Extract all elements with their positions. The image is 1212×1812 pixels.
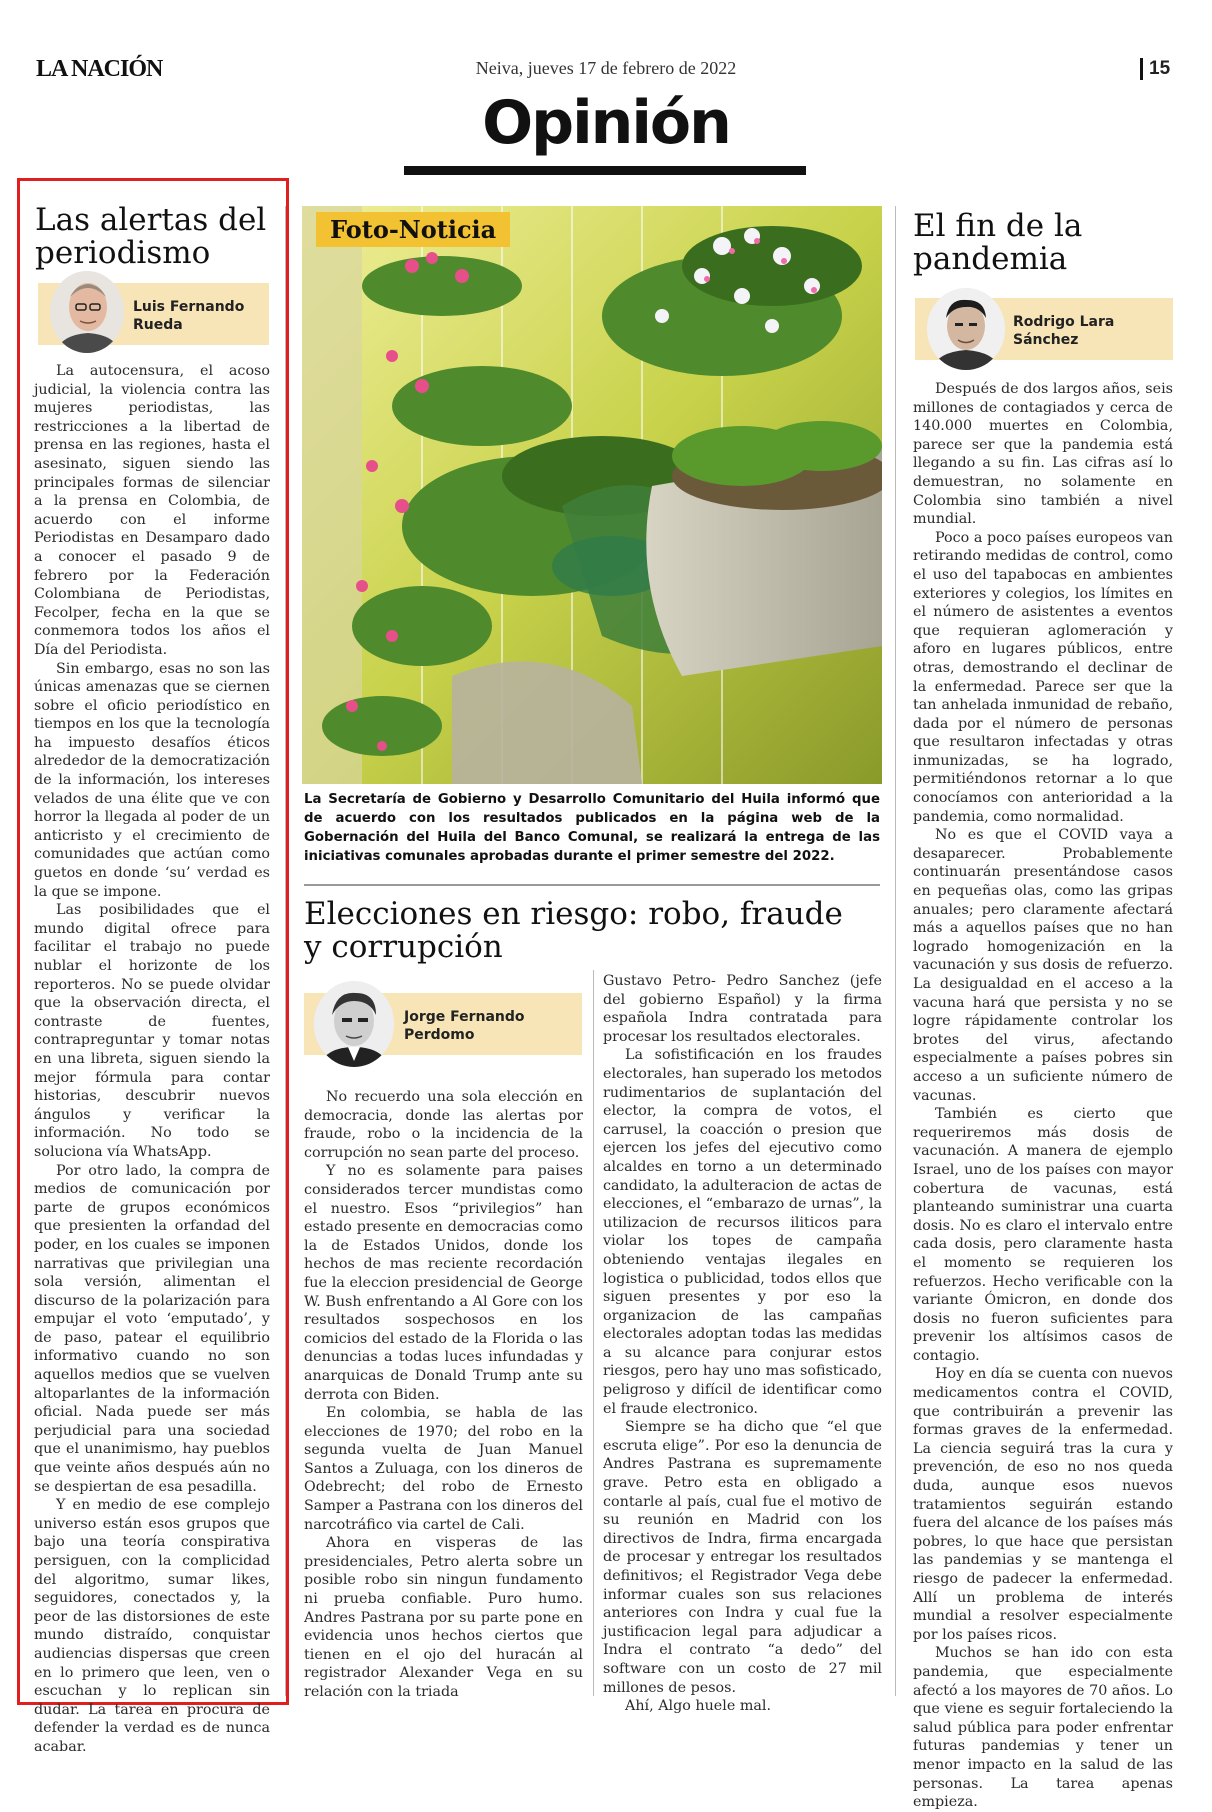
- newspaper-logo: LA NACIÓN: [36, 56, 163, 82]
- paragraph: En colombia, se habla de las elecciones de 1970; del robo en la segunda vuelta de Juan Manuel Santos a Zuluaga, con los dineros de Odebrecht; del robo de Ernesto Samper a Pastrana con los dineros del narcotráfico via cartel de Cali.: [304, 1405, 583, 1533]
- right-article-body: [913, 380, 1173, 1812]
- paragraph: Sin embargo, esas no son las únicas amenazas que se ciernen sobre el oficio periodístico en tiempos en los que la tecnología ha impuesto desafíos éticos alrededor de la democratización de la información, los intereses velados de una élite que ve con horror la llegada al poder de un anticristo y el crecimiento de comunidades que actúan como guetos en donde ‘su’ verdad es la que se impone.: [34, 660, 270, 900]
- paragraph: Ahora en visperas de las presidenciales, Petro alerta sobre un posible robo sin ningun fundamento ni prueba confiable. Puro humo. Andres Pastrana por su parte pone en evidencia unos hechos ciertos que tienen en el ojo del huracán al registrador Alexander Vega en su relación con la triada: [304, 1535, 583, 1700]
- plant-bottles-photo-icon: [302, 206, 882, 784]
- column-divider: [593, 970, 594, 1696]
- headline-line: pandemia: [913, 241, 1068, 277]
- paragraph: También es cierto que requeriremos más dosis de vacunación. A manera de ejemplo Israel, uno de los países con mayor cobertura de vacunas, está planteando suministrar una cuarta dosis. No es claro el intervalo entre cada dosis, pero claramente hasta el momento se requieren los refuerzos. Hecho verificable con la variante Ómicron, en donde dos dosis no fueron suficientes para prevenir los altísimos casos de contagio.: [913, 1106, 1173, 1364]
- news-photo: [302, 206, 882, 784]
- foto-noticia-label: Foto-Noticia: [316, 212, 510, 247]
- paragraph: Y no es solamente para paises considerados tercer mundistas como el nuestro. Esos “privilegios” han estado presente en democracias como la de Estados Unidos, donde los hechos de mas reciente recordación fue la eleccion presidencial de George W. Bush enfrentando a Al Gore con los resultados sospechosos en los comicios del estado de la Florida o las denuncias a todas luces infundadas y anarquicas de Donald Trump ante su derrota con Biden.: [304, 1163, 583, 1403]
- section-divider: [304, 884, 880, 886]
- author-avatar: [314, 981, 394, 1067]
- author-name-line: Sánchez: [1013, 332, 1079, 348]
- author-avatar: [50, 271, 124, 353]
- author-name-line: Rueda: [133, 317, 183, 333]
- author-name-line: Rodrigo Lara: [1013, 314, 1115, 330]
- issue-date: Neiva, jueves 17 de febrero de 2022: [475, 58, 737, 78]
- author-name-line: Luis Fernando: [133, 299, 245, 315]
- headline-line: El fin de la: [913, 208, 1083, 244]
- author-name: [1013, 313, 1114, 349]
- author-name-line: Jorge Fernando: [404, 1009, 525, 1025]
- portrait-icon: [314, 981, 394, 1067]
- column-divider: [895, 206, 896, 1696]
- page-number: 15: [1140, 58, 1170, 80]
- paragraph: Las posibilidades que el mundo digital ofrece para facilitar el trabajo no puede nublar el horizonte de los reporteros. No se puede olvidar que la observación directa, el contraste de fuentes, contrapreguntar y tomar notas en una libreta, siguen siendo la mejor fórmula para contar historias, descubrir nuevos ángulos y verificar la información. No todo se soluciona vía WhatsApp.: [34, 902, 270, 1160]
- paragraph: Siempre se ha dicho que “el que escruta elige”. Por eso la denuncia de Andres Pastrana es supremamente grave. Petro esta en obligado a contarle al país, cual fue el motivo de su reunión en Madrid con los directivos de Indra, firma encargada de procesar y entregar los resultados definitivos; el Registrador Vega debe informar cuales son sus relaciones anteriores con Indra y cual fue la justificacion legal para adjudicar a Indra el contrato “a dedo” del software con un costo de 27 mil millones de pesos.: [603, 1419, 882, 1696]
- paragraph: Gustavo Petro- Pedro Sanchez (jefe del gobierno Español) y la firma española Indra contratada para procesar los resultados electorales.: [603, 973, 882, 1045]
- paragraph: Y en medio de ese complejo universo están esos grupos que bajo una teoría conspirativa persiguen, con la complicidad del algoritmo, sumar likes, seguidores, conectados y, la peor de las distorsiones de este mundo distraído, conquistar audiencias dispersas que creen en lo primero que leen, ven o escuchan y lo replican sin dudar. La tarea en procura de defender la verdad es de nunca acabar.: [34, 1497, 270, 1755]
- left-article-headline: [35, 204, 285, 270]
- paragraph: Después de dos largos años, seis millones de contagiados y cerca de 140.000 muertes en Colombia, parece ser que la pandemia está llegando a su fin. Las cifras así lo demuestran, no solamente en Colombia sino también a nivel mundial.: [913, 381, 1173, 528]
- author-box: [304, 993, 582, 1055]
- portrait-icon: [927, 288, 1005, 370]
- paragraph: Poco a poco países europeos van retirando medidas de control, como el uso del tapabocas en ambientes exteriores y colegios, los límites en el número de asistentes a eventos que requieran aglomeración y aforo en lugares públicos, entre otras, demostrando el declinar de la enfermedad. Parece ser que la tan anhelada inmunidad de rebaño, dada por el número de personas que resultaron infectadas y otras inmunizadas, se ha logrado, permitiéndonos retornar a lo que conocíamos con anterioridad a la pandemia, como normalidad.: [913, 529, 1173, 825]
- left-article-body: [34, 362, 270, 1757]
- right-article-headline: [913, 210, 1173, 276]
- portrait-icon: [50, 271, 124, 353]
- author-avatar: [927, 288, 1005, 370]
- section-title-underline: [404, 166, 806, 175]
- headline-line: y corrupción: [304, 929, 503, 965]
- author-box: [38, 283, 269, 345]
- center-article-column-1: [304, 1088, 583, 1702]
- center-article-column-2: [603, 972, 882, 1716]
- paragraph: Ahí, Algo huele mal.: [625, 1698, 772, 1715]
- headline-line: Elecciones en riesgo: robo, fraude: [304, 896, 843, 932]
- paragraph: Muchos se han ido con esta pandemia, que especialmente afectó a los mayores de 70 años. Lo que viene es seguir fortaleciendo la salud pública para poder enfrentar futuras pandemias y tener un menor impacto en la salud de las personas. La tarea apenas empieza.: [913, 1645, 1173, 1811]
- author-box: [915, 298, 1173, 360]
- headline-line: periodismo: [35, 235, 211, 271]
- author-name: [133, 298, 244, 334]
- author-name-line: Perdomo: [404, 1027, 475, 1043]
- author-name: [404, 1008, 525, 1044]
- photo-caption: La Secretaría de Gobierno y Desarrollo Comunitario del Huila informó que de acuerdo con los resultados publicados en la página web de la Gobernación del Huila del Banco Comunal, se realizará la entrega de las iniciativas comunales aprobadas durante el primer semestre del 2022.: [304, 792, 880, 864]
- paragraph: Hoy en día se cuenta con nuevos medicamentos contra el COVID, que contribuirán a prevenir las formas graves de la enfermedad. La ciencia seguirá tras la cura y prevención, de eso no nos queda duda, aunque esos nuevos tratamientos seguirán estando fuera del alcance de los países más pobres, lo que hace que persistan las pandemias y se mantenga el riesgo de padecer la enfermedad. Allí un problema de interés mundial a resolver especialmente por los países ricos.: [913, 1366, 1174, 1643]
- paragraph: Por otro lado, la compra de medios de comunicación por parte de grupos económicos que presienten la orfandad del poder, en los cuales se imponen narrativas que privilegian una sola versión, alimentan el discurso de la polarización para empujar el voto ‘emputado’, y de paso, patear el equilibrio informativo cuando no son aquellos medios que se vuelven altoparlantes de la información oficial. Nada puede ser más perjudicial para una sociedad que el unanimismo, hay pueblos que veinte años después aún no se despiertan de esa pesadilla.: [34, 1162, 270, 1495]
- paragraph: La sofistificación en los fraudes electorales, han superado los metodos rudimentarios de suplantación del elector, la compra de votos, el carrusel, la coacción o presion que ejercen los jefes del ejecutivo como alcaldes en torno a un determinado candidato, la adulteracion de actas de elecciones, el “embarazo de urnas”, la utilizacion de recursos iliticos para violar los topes de campaña obteniendo ventajas ilegales en logistica o publicidad, todos ellos que siguen presentes y por eso la organizacion de las campañas electorales adoptan todas las medidas a su alcance para conjurar estos riesgos, pero hay uno mas sofisticado, peligroso y difícil de identificar como el fraude electronico.: [603, 1047, 882, 1417]
- headline-line: Las alertas del: [35, 202, 267, 238]
- paragraph: No es que el COVID vaya a desaparecer. Probablemente continuarán presentándose casos en pequeñas olas, como las gripas anuales; pero claramente afectará más a aquellos países que no han logrado homogenización en la vacunación y sus dosis de refuerzo. La desigualdad en el acceso a la vacuna hará que persista y no se logre rápidamente controlar los brotes del virus, afectando especialmente a países pobres sin acceso a un suficiente número de vacunas.: [913, 827, 1173, 1104]
- section-title: Opinión: [482, 88, 730, 158]
- paragraph: La autocensura, el acoso judicial, la violencia contra las mujeres periodistas, las restricciones a la libertad de prensa en las regiones, hasta el asesinato, siguen siendo las principales formas de silenciar a la prensa en Colombia, de acuerdo con el informe Periodistas en Desamparo dado a conocer el pasado 9 de febrero por la Federación Colombiana de Periodistas, Fecolper, fecha en la que se conmemora todos los años el Día del Periodista.: [34, 363, 270, 658]
- paragraph: No recuerdo una sola elección en democracia, donde las alertas por fraude, robo o la incidencia de la corrupción no sean parte del proceso.: [304, 1089, 583, 1161]
- center-article-headline: [304, 898, 884, 964]
